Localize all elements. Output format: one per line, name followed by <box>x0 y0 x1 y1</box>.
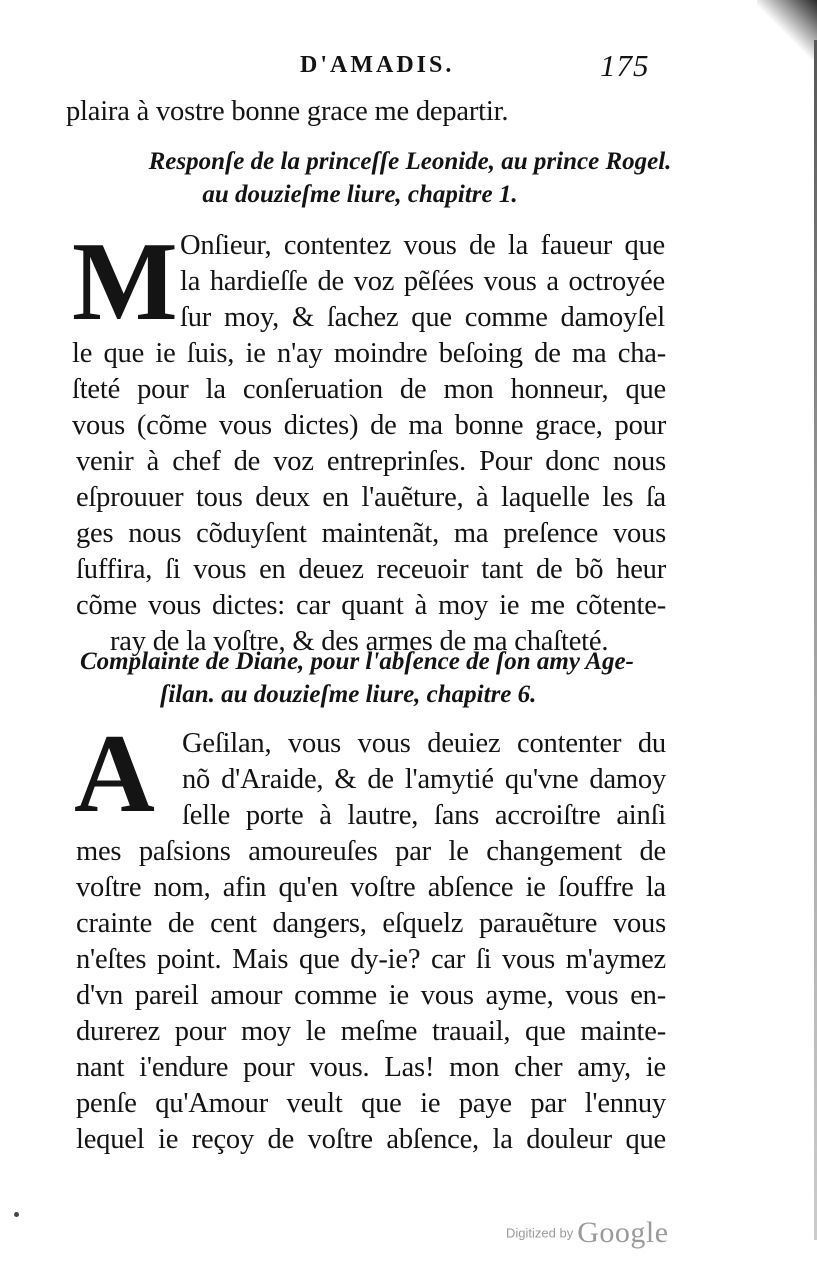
text-line: ray de la voſtre, & des armes de ma chaſteté. <box>110 626 609 657</box>
carry-over-line: plaira à vostre bonne grace me departir. <box>66 96 509 127</box>
text-line: lequel ie reçoy de voſtre abſence, la douleur que <box>76 1124 666 1155</box>
text-line: cõme vous dictes: car quant à moy ie me cõtente- <box>76 590 666 621</box>
drop-cap: A <box>74 712 155 836</box>
text-line: venir à chef de voz entreprinſes. Pour donc nous <box>76 446 666 477</box>
text-line: ſur moy, & ſachez que comme damoyſel <box>180 302 665 333</box>
text-line: voſtre nom, afin qu'en voſtre abſence ie ſouffre la <box>76 872 666 903</box>
text-line: nõ d'Araide, & de l'amytié qu'vne damoy <box>182 764 666 795</box>
text-line: n'eſtes point. Mais que dy-ie? car ſi vous m'aymez <box>76 944 666 975</box>
text-line: Onſieur, contentez vous de la faueur que <box>180 230 665 261</box>
drop-cap: M <box>72 220 178 344</box>
text-line: vous (cõme vous dictes) de ma bonne grace, pour <box>72 410 666 441</box>
text-line: penſe qu'Amour veult que ie paye par l'ennuy <box>76 1088 666 1119</box>
text-line: crainte de cent dangers, eſquelz parauẽture vous <box>76 908 666 939</box>
section-heading-line: ſilan. au douzieſme liure, chapitre 6. <box>160 681 537 708</box>
digitized-watermark <box>506 1216 669 1250</box>
text-line: ſuffira, ſi vous en deuez receuoir tant de bõ heur <box>76 554 666 585</box>
text-line: mes paſsions amoureuſes par le changement de <box>76 836 666 867</box>
text-line: ſelle porte à lautre, ſans accroiſtre ainſi <box>182 800 666 831</box>
text-line: eſprouuer tous deux en l'auẽture, à laquelle les ſa <box>76 482 666 513</box>
text-line: ſteté pour la conſeruation de mon honneur, que <box>72 374 666 405</box>
text-line: durerez pour moy le meſme trauail, que mainte- <box>76 1016 666 1047</box>
text-line: d'vn pareil amour comme ie vous ayme, vous en- <box>76 980 666 1011</box>
text-line: ges nous cõduyſent maintenãt, ma preſence vous <box>76 518 666 549</box>
running-head: D'AMADIS. <box>300 52 455 78</box>
paper-speck <box>14 1212 19 1217</box>
section-heading-line: Complainte de Diane, pour l'abſence de ſon amy Age- <box>80 648 634 675</box>
google-logo: Google <box>577 1216 669 1249</box>
text-line: la hardieſſe de voz pẽſées vous a octroyée <box>180 266 665 297</box>
section-heading-line: au douzieſme liure, chapitre 1. <box>202 181 518 208</box>
page-corner-shadow <box>757 0 817 60</box>
digitized-by-label: Digitized by <box>506 1225 574 1241</box>
text-line: nant i'endure pour vous. Las! mon cher amy, ie <box>76 1052 666 1083</box>
text-line: Geſilan, vous vous deuiez contenter du <box>182 728 666 759</box>
section-heading-line: Responſe de la princeſſe Leonide, au prince Rogel. <box>148 148 672 175</box>
page-number: 175 <box>600 48 650 83</box>
text-line: le que ie ſuis, ie n'ay moindre beſoing de ma cha- <box>72 338 666 369</box>
